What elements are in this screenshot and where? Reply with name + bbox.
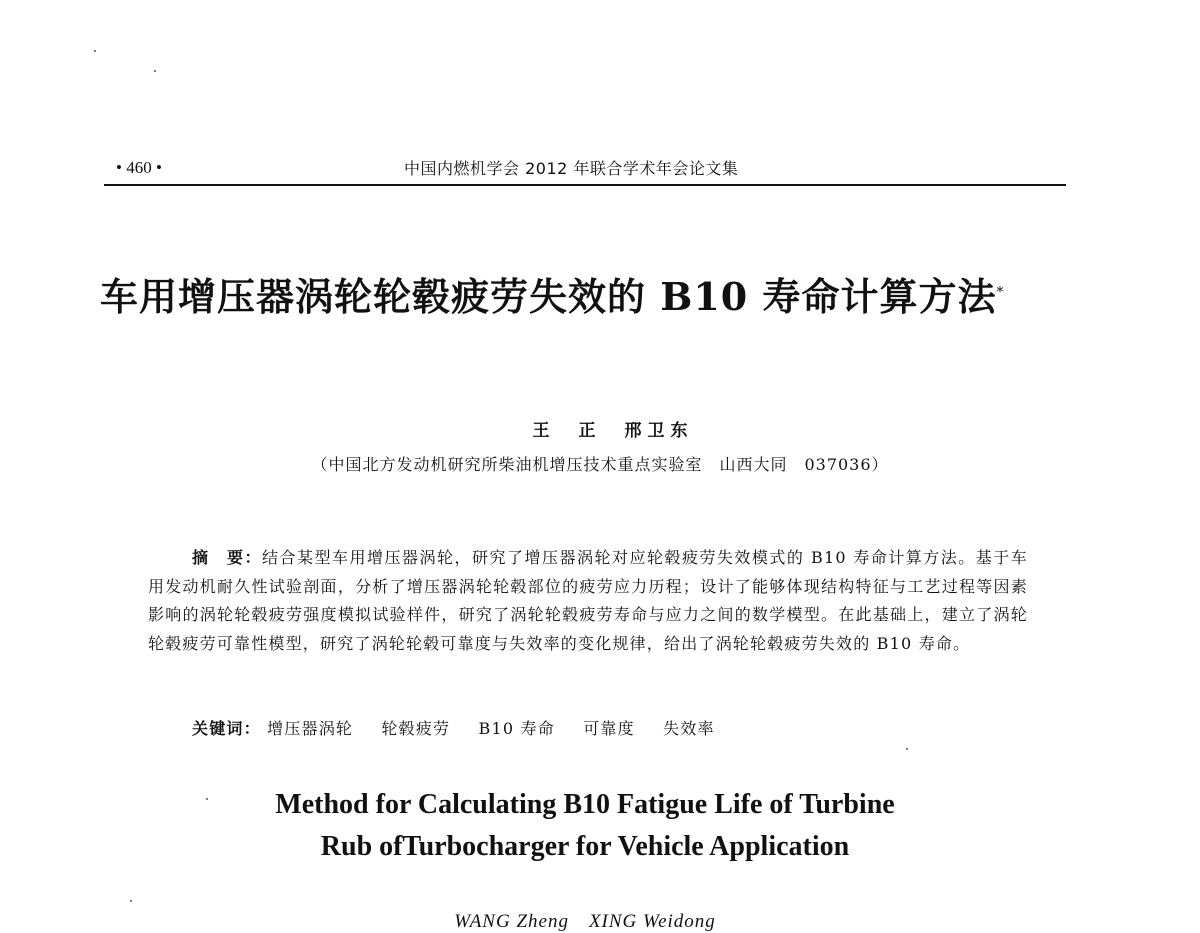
keyword: 增压器涡轮 bbox=[267, 719, 354, 738]
authors-zh: 王 正 邢卫东 bbox=[532, 421, 694, 441]
keyword: B10 寿命 bbox=[478, 719, 555, 738]
keyword: 可靠度 bbox=[583, 719, 635, 738]
title-en bbox=[0, 784, 1170, 868]
keywords bbox=[192, 716, 1052, 739]
scan-speck bbox=[206, 798, 208, 800]
title-footnote-mark: * bbox=[996, 284, 1005, 301]
keyword: 轮毂疲劳 bbox=[381, 719, 451, 738]
abstract bbox=[148, 544, 1028, 658]
affiliation-zh: （中国北方发动机研究所柴油机增压技术重点实验室 山西大同 037036） bbox=[311, 455, 889, 474]
scan-speck bbox=[154, 70, 156, 72]
keyword: 失效率 bbox=[663, 719, 715, 738]
authors-en: WANG Zheng XING Weidong bbox=[454, 911, 716, 932]
scan-speck bbox=[94, 50, 96, 52]
keywords-label: 关键词： bbox=[192, 719, 261, 738]
abstract-body: 结合某型车用增压器涡轮，研究了增压器涡轮对应轮毂疲劳失效模式的 B10 寿命计算方法。基于车用发动机耐久性试验剖面，分析了增压器涡轮轮毂部位的疲劳应力历程；设计了能够体现结构特征与工艺过程等因素影响的涡轮轮毂疲劳强度模拟试验样件，研究了涡轮轮毂疲劳寿命与应力之间的数学模型。在此基础上，建立了涡轮轮毂疲劳可靠性模型，研究了涡轮轮毂可靠度与失效率的变化规律，给出了涡轮轮毂疲劳失效的 B10 寿命。 bbox=[148, 548, 1028, 653]
scan-speck bbox=[906, 748, 908, 750]
abstract-label: 摘 要： bbox=[192, 548, 262, 567]
title-zh-text: 车用增压器涡轮轮毂疲劳失效的 B10 寿命计算方法 bbox=[100, 274, 997, 319]
scan-speck bbox=[130, 900, 132, 902]
page-number: • 460 • bbox=[116, 158, 162, 177]
running-head: 中国内燃机学会 2012 年联合学术年会论文集 bbox=[404, 159, 739, 178]
title-zh bbox=[100, 266, 1100, 321]
page-header bbox=[104, 148, 1066, 186]
title-en-line1: Method for Calculating B10 Fatigue Life of Turbine bbox=[275, 789, 895, 820]
title-en-line2: Rub ofTurbocharger for Vehicle Application bbox=[320, 831, 850, 862]
